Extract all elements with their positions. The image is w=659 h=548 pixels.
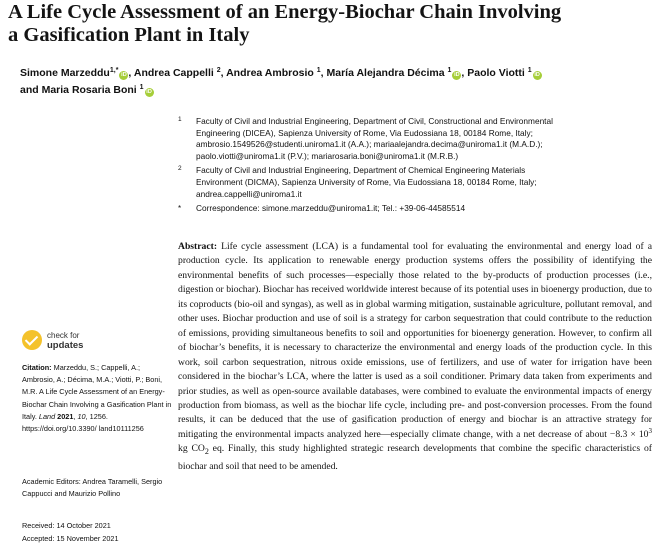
received-date: Received: 14 October 2021 — [22, 521, 111, 530]
affiliation-line: Faculty of Civil and Industrial Engineering, Department of Civil, Constructional and Environmental — [196, 116, 553, 126]
affiliations — [178, 116, 640, 218]
updates-label: updates — [47, 340, 84, 351]
citation-doi[interactable]: , 1256. https://doi.org/10.3390/ land10111256 — [22, 411, 144, 434]
check-for-updates-label: check for — [47, 331, 80, 340]
author-5: Paolo Viotti $^1$iD — [467, 67, 540, 79]
affiliation-2 — [178, 165, 640, 200]
affiliation-mark: 1 — [178, 116, 182, 123]
journal-name: Land — [38, 411, 56, 421]
orcid-icon[interactable]: iD — [146, 89, 152, 95]
citation-text: Marzeddu, S.; Cappelli, A.; Ambrosio, A.; Décima, M.A.; Viotti, P.; Boni, M.R. A Life Cycle Assessment of an Energy-Biochar Chain Involving a Gasification Plant in Italy. — [22, 363, 172, 421]
title-line-1: A Life Cycle Assessment of an Energy-Biochar Chain Involving — [8, 1, 562, 23]
correspondence-text: Correspondence: simone.marzeddu@uniroma1.it; Tel.: +39-06-44585514 — [196, 203, 466, 214]
dates — [22, 519, 174, 545]
check-badge-icon — [22, 330, 42, 350]
affiliation-line: Faculty of Civil and Industrial Engineering, Department of Chemical Engineering Materials — [196, 165, 526, 176]
correspondence — [178, 203, 640, 215]
author-6: and Maria Rosaria Boni $^1$iD — [20, 84, 152, 96]
correspondence-mark: * — [178, 204, 182, 214]
affiliation-line: andrea.cappelli@uniroma1.it — [196, 188, 302, 199]
paper-title — [8, 1, 653, 47]
affiliation-mark: 2 — [178, 165, 182, 173]
affiliation-line: paolo.viotti@uniroma1.it (P.V.); mariarosaria.boni@uniroma1.it (M.R.B.) — [196, 150, 459, 161]
abstract-subscript: 2 — [204, 447, 209, 457]
academic-editors: Academic Editors: Andrea Taramelli, Sergio Cappucci and Maurizio Pollino — [22, 477, 163, 499]
affiliation-line: Environment (DICMA), Sapienza University of Rome, Via Eudossiana 18, 00184 Rome, Italy; — [196, 176, 537, 187]
orcid-icon[interactable]: iD — [454, 72, 460, 78]
citation-year: 2021 — [57, 411, 74, 421]
accepted-date: Accepted: 15 November 2021 — [22, 534, 119, 543]
abstract-body: eq. Finally, this study highlighted strategic research developments that combine the specific characteristics of biochar and soil that need to be amended. — [178, 443, 652, 472]
author-2: Andrea Cappelli $^2$, — [133, 67, 224, 79]
check-for-updates-button[interactable] — [22, 330, 132, 356]
orcid-icon[interactable]: iD — [121, 72, 127, 78]
affiliation-1 — [178, 116, 640, 162]
citation-volume: 10 — [77, 411, 86, 421]
orcid-icon[interactable]: iD — [534, 72, 540, 78]
affiliation-line: Engineering (DICEA), Sapienza University of Rome, Via Eudossiana 18, 00184 Rome, Italy; — [196, 127, 533, 138]
abstract-body: Life cycle assessment (LCA) is a fundamental tool for evaluating the environmental and energy load of a production cycle. Its application to renewable energy production systems offers the possibility of identifying the environmental benefits of such processes—especially those related to the by-products of production processes (i.e., digestion or biochar). Biochar has received worldwide interest because of its potential uses in bioenergy production, due to its coproducts (bio-oil and syngas), as well as in global warming mitigation, sustainable agriculture, pollutant removal, and other uses. Biochar production and use of soil is a strategy for carbon sequestration that could contribute to the reduction of emissions, providing simultaneous benefits to soil and opportunities for bioenergy generation. However, to confirm all of biochar’s benefits, it is necessary to characterize the environmental and energy loads of the production cycle. In this work, soil carbon sequestration, nitrous oxide emissions, use of fertilizers, and use of water for irrigation have been considered in the biochar’s LCA, where the latter is used as a soil conditioner. Primary data taken from experiments and prior studies, as well as open-source available databases, were combined to evaluate the environmental impacts of energy production from biomass, as well as the biochar life cycle, including pre- and post-conversion processes. From the found results, it can be deduced that the use of gasification production of energy and biochar is an attractive strategy for mitigating the environmental impacts analyzed here—especially climate change, with a net decrease of about −8.3 × 10 — [178, 241, 652, 440]
abstract-exponent: 3 — [648, 426, 652, 435]
affiliation-line: ambrosio.1549526@studenti.uniroma1.it (A.A.); mariaalejandra.decima@uniroma1.it (M.A.D.); — [196, 139, 543, 150]
abstract — [178, 240, 652, 474]
abstract-body: kg CO — [178, 443, 205, 455]
author-4: María Alejandra Décima $^1$iD , — [326, 67, 465, 79]
citation-label: Citation: — [22, 363, 52, 372]
author-1: Simone Marzeddu$^{1,*}$iD , — [20, 67, 132, 79]
author-3: Andrea Ambrosio $^1$, — [226, 67, 324, 79]
author-list — [20, 65, 650, 99]
abstract-label: Abstract: — [178, 241, 218, 252]
citation: Citation: Marzeddu, S.; Cappelli, A.; Ambrosio, A.; Décima, M.A.; Viotti, P.; Boni, M.R. A Life Cycle Assessment of an Energy-Biochar Chain Involving a Gasification Plant in Italy. Land 2021, 10, 1256. https://doi.org/10.3390/ land10111256 — [22, 363, 172, 434]
title-line-2: a Gasification Plant in Italy — [8, 24, 250, 46]
